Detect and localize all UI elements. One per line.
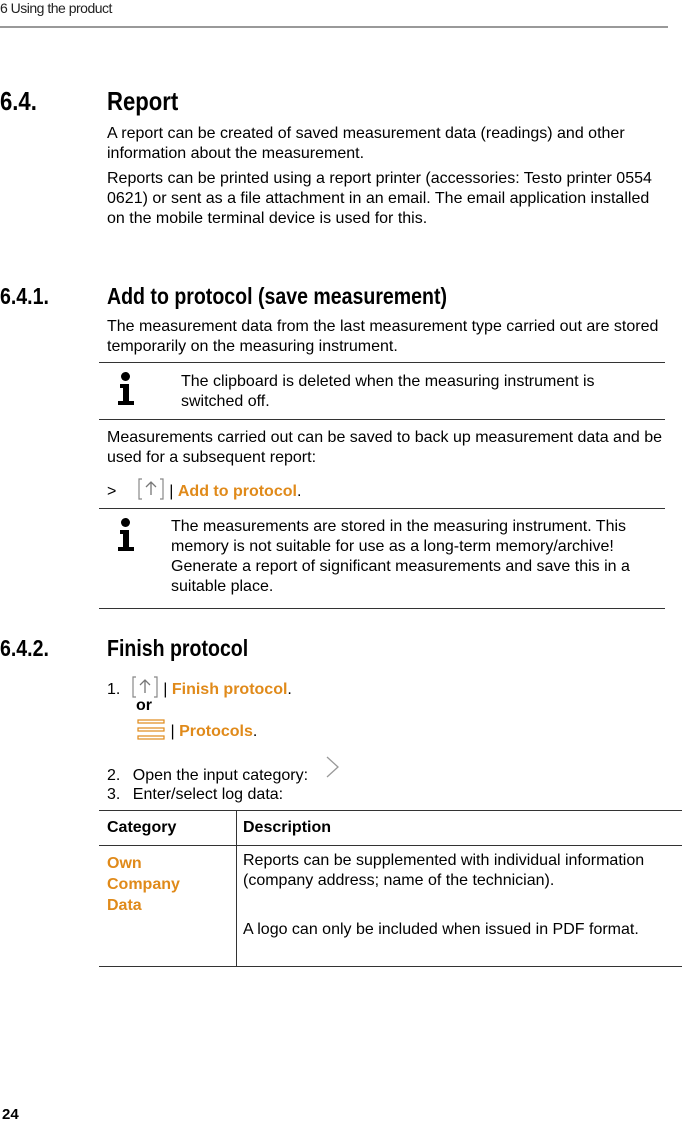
- add-to-protocol-link[interactable]: Add to protocol: [177, 483, 297, 501]
- note-rule: [99, 362, 665, 363]
- subsection-title: Add to protocol (save measurement): [107, 283, 448, 309]
- subsection-title: Finish protocol: [107, 635, 249, 661]
- table-cell-description: Reports can be supplemented with individual information (company address; name of the technician).: [243, 852, 645, 889]
- paragraph: The measurement data from the last measurement type carried out are stored temporarily on the measuring instrument.: [107, 318, 659, 355]
- subsection-number: 6.4.2.: [0, 635, 49, 661]
- instruction-step: [107, 785, 667, 805]
- separator: |: [170, 723, 175, 741]
- period: .: [287, 681, 292, 699]
- period: .: [252, 723, 258, 741]
- header-rule: [0, 26, 668, 28]
- or-label: or: [136, 697, 152, 714]
- table-column-divider: [236, 810, 237, 967]
- period: .: [296, 483, 302, 501]
- menu-icon[interactable]: [136, 717, 166, 747]
- step-prefix: >: [107, 483, 117, 501]
- info-icon: [116, 518, 136, 552]
- info-icon: [116, 372, 136, 406]
- running-header: 6 Using the product: [0, 0, 112, 16]
- paragraph: Reports can be printed using a report printer (accessories: Testo printer 0554 0621) or sent as a file attachment in an email. The email application installed on the mobile terminal device is used for this.: [107, 170, 652, 227]
- section-number: 6.4.: [0, 86, 37, 116]
- table-header-category: Category: [107, 819, 177, 836]
- step-text: Open the input category:: [132, 767, 309, 785]
- step-text: Enter/select log data:: [132, 786, 284, 803]
- step-number: 3.: [107, 786, 121, 803]
- table-cell-category: Own Company Data: [107, 855, 180, 914]
- note-rule: [99, 608, 665, 609]
- note-rule: [99, 419, 665, 420]
- note-text: The clipboard is deleted when the measuring instrument is switched off.: [181, 373, 595, 410]
- table-cell-description: A logo can only be included when issued in PDF format.: [243, 921, 639, 938]
- instruction-step: [107, 675, 667, 705]
- separator: |: [169, 483, 174, 501]
- subsection-number: 6.4.1.: [0, 283, 49, 309]
- table-rule: [99, 845, 682, 846]
- table-header-description: Description: [243, 819, 332, 836]
- finish-protocol-link[interactable]: Finish protocol: [171, 681, 288, 699]
- page-number: 24: [2, 1106, 19, 1123]
- protocols-link[interactable]: Protocols: [179, 723, 253, 741]
- table-rule: [99, 810, 682, 811]
- chevron-right-icon[interactable]: [324, 755, 342, 785]
- step-number: 1.: [107, 681, 121, 699]
- upload-icon[interactable]: [137, 477, 165, 507]
- instruction-step: [136, 717, 536, 747]
- separator: |: [163, 681, 168, 699]
- instruction-step: [107, 477, 667, 507]
- note-text: The measurements are stored in the measuring instrument. This memory is not suitable for use as a long-term memory/archive! Generate a report of significant measurements and save this in a suitable place.: [171, 518, 630, 595]
- paragraph: Measurements carried out can be saved to back up measurement data and be used for a subsequent report:: [107, 429, 662, 466]
- step-number: 2.: [107, 767, 121, 785]
- section-title: Report: [107, 86, 179, 116]
- note-rule: [99, 508, 665, 509]
- paragraph: A report can be created of saved measurement data (readings) and other information about the measurement.: [107, 125, 625, 162]
- table-rule: [99, 966, 682, 967]
